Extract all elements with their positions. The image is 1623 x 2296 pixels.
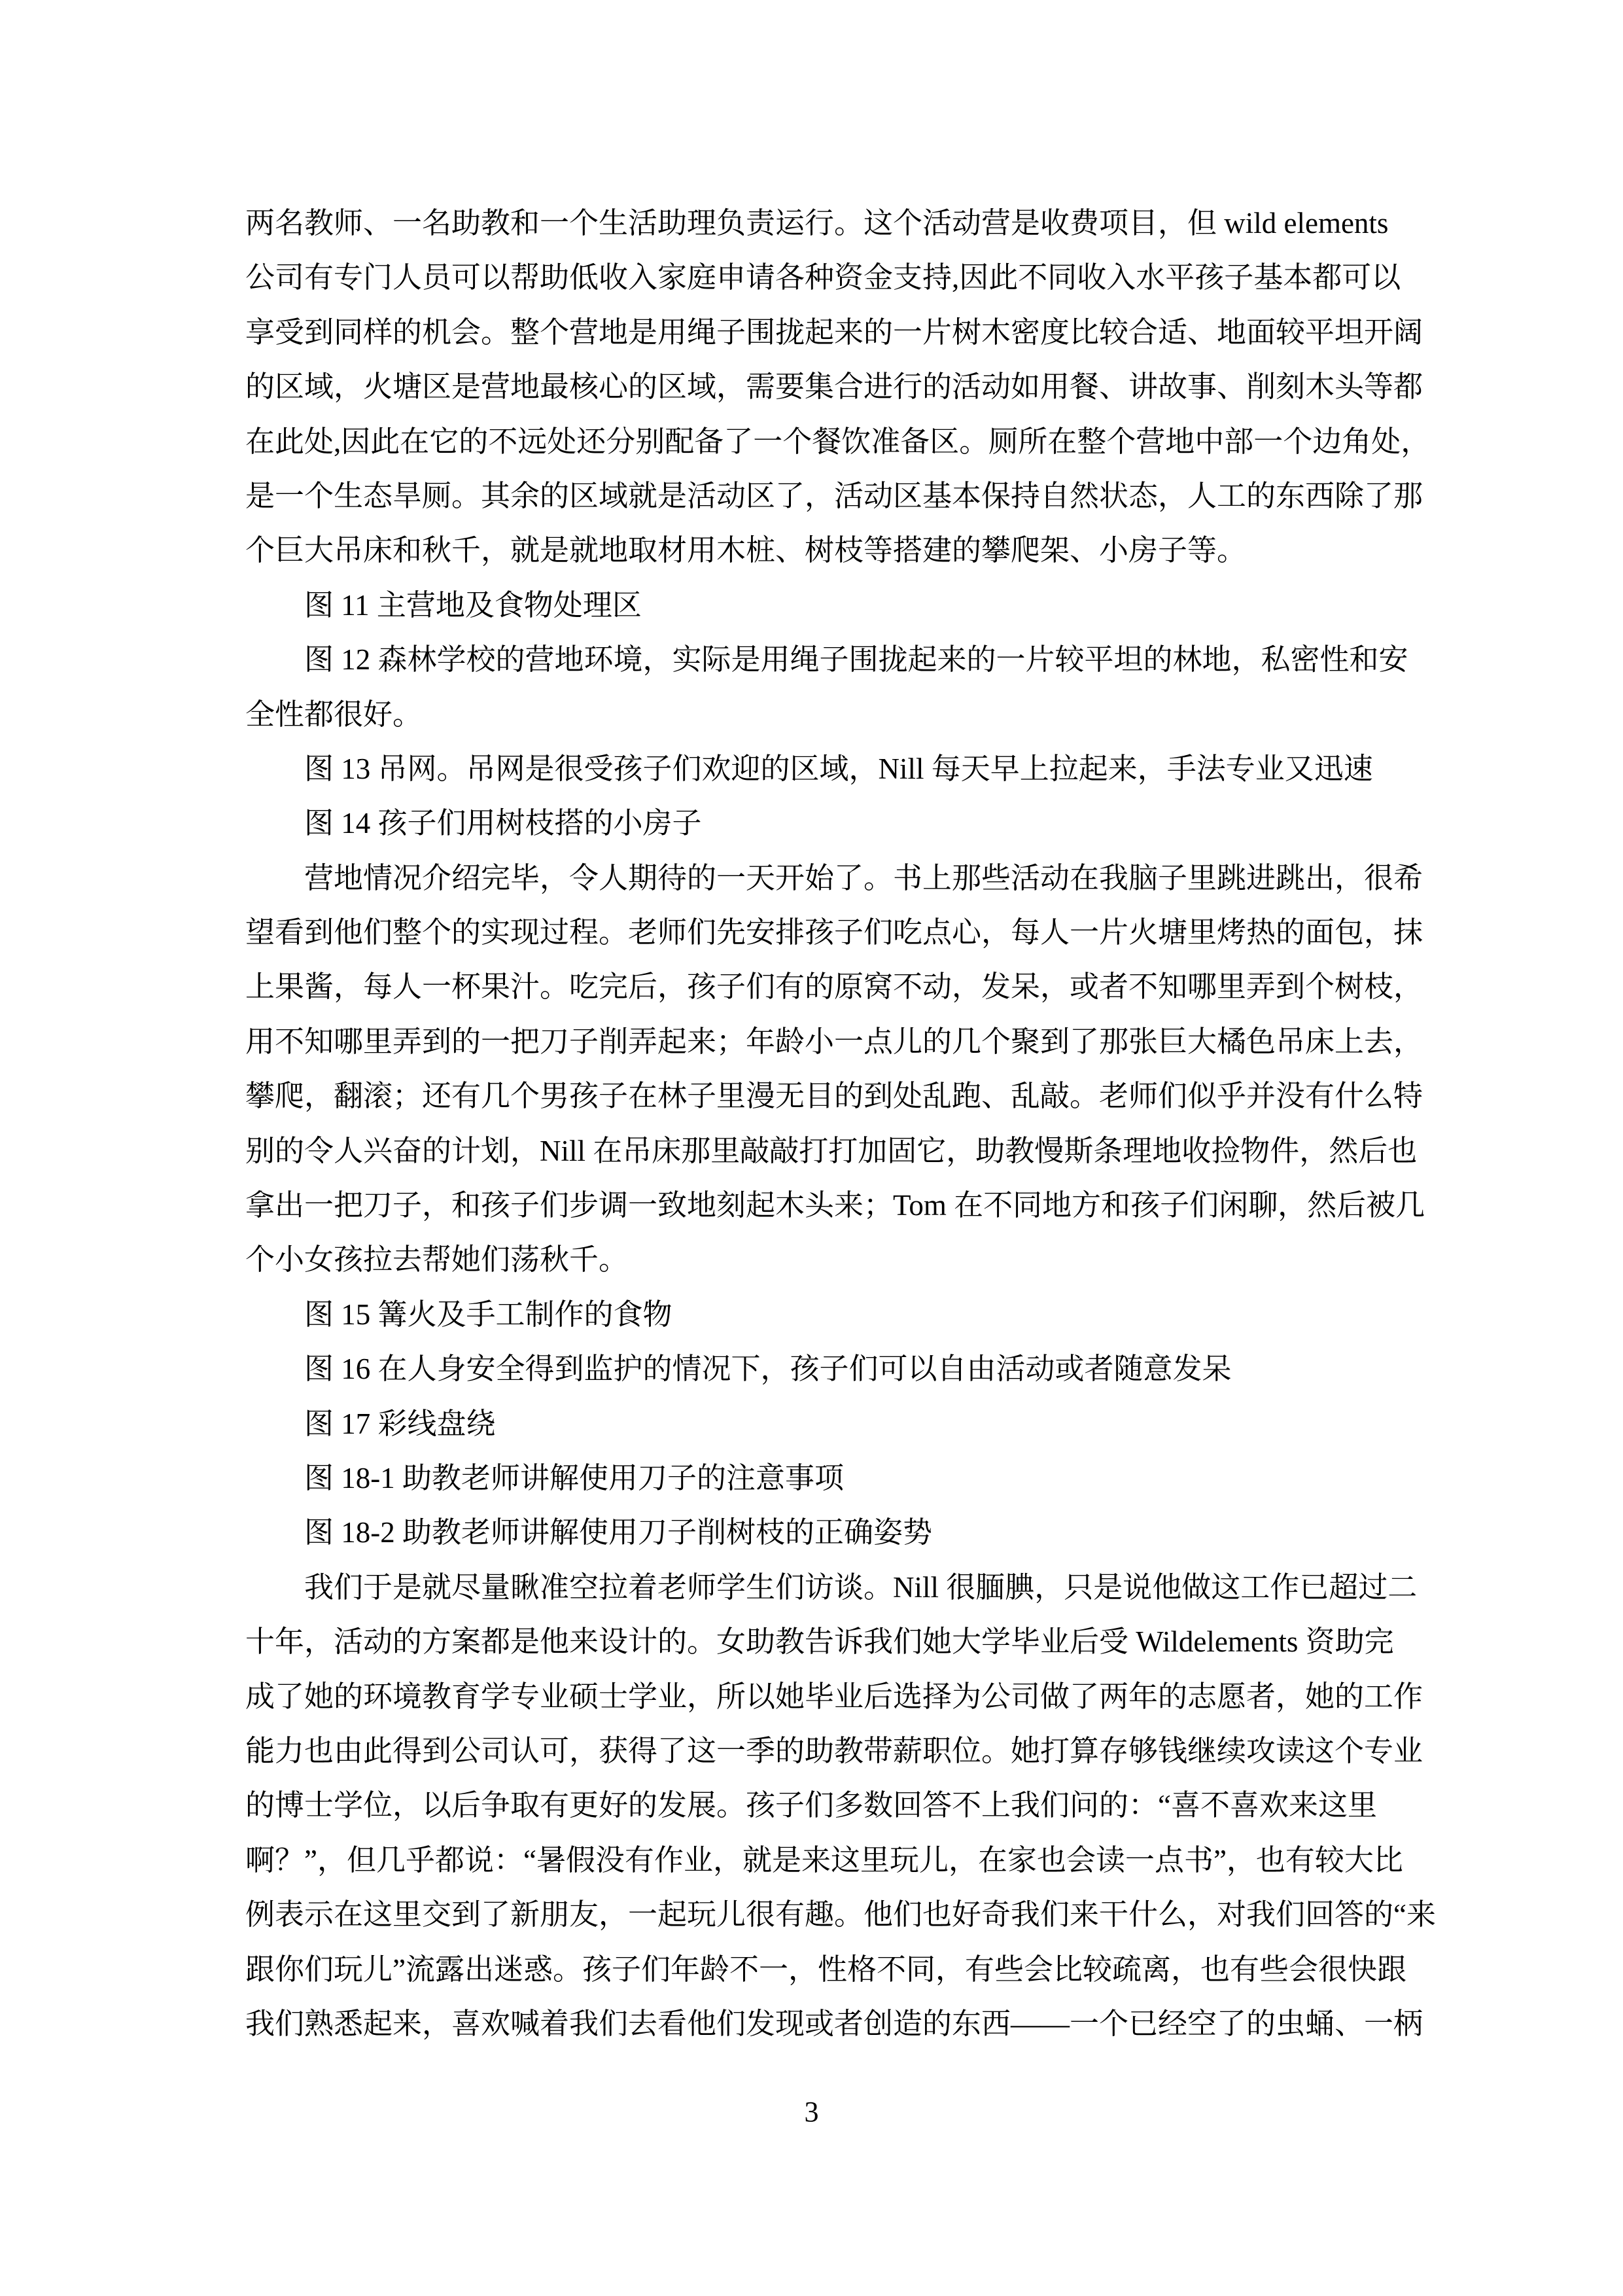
paragraph-interviews-line-1: 我们于是就尽量瞅准空拉着老师学生们访谈。Nill 很腼腆，只是说他做这工作已超过二 <box>304 1570 1418 1604</box>
figure-caption-13-line-1: 图 13 吊网。吊网是很受孩子们欢迎的区域，Nill 每天早上拉起来，手法专业又迅速 <box>304 752 1373 785</box>
paragraph-day-activities-line-3: 上果酱，每人一杯果汁。吃完后，孩子们有的原窝不动，发呆，或者不知哪里弄到个树枝， <box>245 970 1423 1004</box>
figure-caption-16-line-1: 图 16 在人身安全得到监护的情况下，孩子们可以自由活动或者随意发呆 <box>304 1352 1232 1386</box>
paragraph-day-activities-line-4: 用不知哪里弄到的一把刀子削弄起来；年龄小一点儿的几个聚到了那张巨大橘色吊床上去， <box>245 1025 1423 1058</box>
paragraph-camp-overview-line-5: 在此处,因此在它的不远处还分别配备了一个餐饮准备区。厕所在整个营地中部一个边角处， <box>245 425 1431 458</box>
paragraph-interviews-line-3: 成了她的环境教育学专业硕士学业，所以她毕业后选择为公司做了两年的志愿者，她的工作 <box>245 1680 1423 1713</box>
paragraph-day-activities-line-1: 营地情况介绍完毕，令人期待的一天开始了。书上那些活动在我脑子里跳进跳出，很希 <box>304 861 1423 894</box>
paragraph-camp-overview-line-7: 个巨大吊床和秋千，就是就地取材用木桩、树枝等搭建的攀爬架、小房子等。 <box>245 534 1247 567</box>
paragraph-day-activities-line-2: 望看到他们整个的实现过程。老师们先安排孩子们吃点心，每人一片火塘里烤热的面包，抹 <box>245 916 1423 949</box>
paragraph-camp-overview-line-6: 是一个生态旱厕。其余的区域就是活动区了，活动区基本保持自然状态，人工的东西除了那 <box>245 479 1423 512</box>
figure-caption-11-line-1: 图 11 主营地及食物处理区 <box>304 588 642 622</box>
paragraph-day-activities-line-6: 别的令人兴奋的计划，Nill 在吊床那里敲敲打打加固它，助教慢斯条理地收捡物件，然后也 <box>245 1134 1418 1167</box>
figure-caption-18-1-line-1: 图 18-1 助教老师讲解使用刀子的注意事项 <box>304 1461 844 1494</box>
figure-caption-17-line-1: 图 17 彩线盘绕 <box>304 1407 496 1440</box>
figure-caption-15-line-1: 图 15 篝火及手工制作的食物 <box>304 1298 672 1331</box>
paragraph-interviews-line-5: 的博士学位，以后争取有更好的发展。孩子们多数回答不上我们问的：“喜不喜欢来这里 <box>245 1789 1377 1822</box>
page-number: 3 <box>804 2096 819 2128</box>
figure-caption-18-2-line-1: 图 18-2 助教老师讲解使用刀子削树枝的正确姿势 <box>304 1516 932 1549</box>
document-body <box>245 196 1436 2051</box>
paragraph-interviews-line-7: 例表示在这里交到了新朋友，一起玩儿很有趣。他们也好奇我们来干什么，对我们回答的“来 <box>245 1898 1436 1932</box>
figure-caption-14-line-1: 图 14 孩子们用树枝搭的小房子 <box>304 807 702 840</box>
paragraph-interviews-line-9: 我们熟悉起来，喜欢喊着我们去看他们发现或者创造的东西——一个已经空了的虫蛹、一柄 <box>245 2007 1423 2040</box>
paragraph-camp-overview-line-1: 两名教师、一名助教和一个生活助理负责运行。这个活动营是收费项目，但 wild elements <box>245 207 1389 239</box>
paragraph-day-activities-line-7: 拿出一把刀子，和孩子们步调一致地刻起木头来；Tom 在不同地方和孩子们闲聊，然后被几 <box>245 1189 1425 1222</box>
paragraph-camp-overview-line-3: 享受到同样的机会。整个营地是用绳子围拢起来的一片树木密度比较合适、地面较平坦开阔 <box>245 315 1423 349</box>
paragraph-camp-overview-line-4: 的区域，火塘区是营地最核心的区域，需要集合进行的活动如用餐、讲故事、削刻木头等都 <box>245 370 1423 404</box>
paragraph-interviews-line-6: 啊？”，但几乎都说：“暑假没有作业，就是来这里玩儿，在家也会读一点书”，也有较大比 <box>245 1843 1403 1877</box>
paragraph-day-activities-line-5: 攀爬，翻滚；还有几个男孩子在林子里漫无目的到处乱跑、乱敲。老师们似乎并没有什么特 <box>245 1080 1423 1113</box>
paragraph-interviews-line-4: 能力也由此得到公司认可，获得了这一季的助教带薪职位。她打算存够钱继续攻读这个专业 <box>245 1734 1423 1767</box>
paragraph-day-activities-line-8: 个小女孩拉去帮她们荡秋千。 <box>245 1243 629 1277</box>
paragraph-interviews-line-2: 十年，活动的方案都是他来设计的。女助教告诉我们她大学毕业后受 Wildelements 资助完 <box>245 1625 1394 1659</box>
paragraph-camp-overview-line-2: 公司有专门人员可以帮助低收入家庭申请各种资金支持,因此不同收入水平孩子基本都可以 <box>245 261 1401 294</box>
figure-caption-12-line-1: 图 12 森林学校的营地环境，实际是用绳子围拢起来的一片较平坦的林地，私密性和安 <box>304 643 1408 677</box>
paragraph-interviews-line-8: 跟你们玩儿”流露出迷惑。孩子们年龄不一，性格不同，有些会比较疏离，也有些会很快跟 <box>245 1952 1406 1986</box>
figure-caption-12-line-2: 全性都很好。 <box>245 698 423 731</box>
